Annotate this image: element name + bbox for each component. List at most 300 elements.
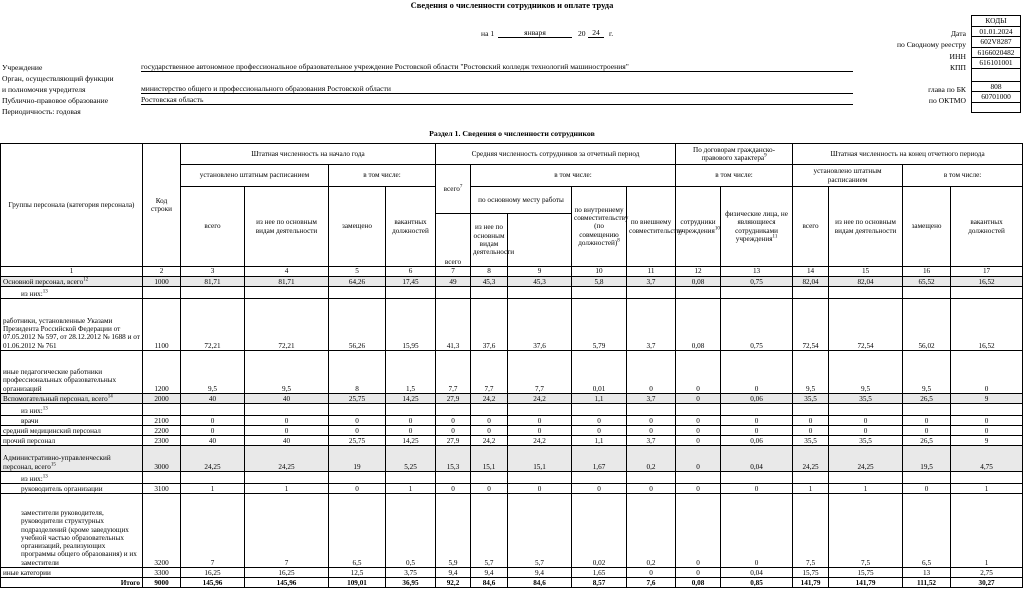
cell-col-4: 1 bbox=[245, 484, 329, 494]
cell-col-14: 141,79 bbox=[793, 578, 829, 588]
cell-col-9 bbox=[508, 287, 572, 299]
cell-col-9: 0 bbox=[508, 416, 572, 426]
row-label: Основной персонал, всего$^{12}$ bbox=[1, 277, 143, 287]
table-row bbox=[1, 472, 1023, 484]
cell-col-13 bbox=[721, 287, 793, 299]
head-filled-2: замещено bbox=[903, 187, 951, 267]
cell-col-3: 145,96 bbox=[181, 578, 245, 588]
head-avg-total: всего$^7$ bbox=[436, 165, 471, 214]
cell-col-11: 0 bbox=[627, 416, 676, 426]
cell-col-7: 92,2 bbox=[436, 578, 471, 588]
cell-col-11: 3,7 bbox=[627, 277, 676, 287]
date-year-field bbox=[588, 28, 604, 38]
cell-col-14: 24,25 bbox=[793, 446, 829, 472]
form-title: Сведения о численности сотрудников и оплате труда bbox=[410, 0, 614, 10]
cell-col-17: 16,52 bbox=[951, 277, 1023, 287]
cell-col-15: 7,5 bbox=[829, 494, 903, 568]
cell-col-9 bbox=[508, 472, 572, 484]
head-avg-main-total: всего bbox=[436, 214, 471, 267]
cell-col-6: 3,75 bbox=[386, 568, 436, 578]
cell-col-5: 0 bbox=[329, 426, 386, 436]
cell-col-10: 0,01 bbox=[572, 351, 627, 394]
cell-col-4: 16,25 bbox=[245, 568, 329, 578]
cell-col-15: 141,79 bbox=[829, 578, 903, 588]
cell-col-15: 82,04 bbox=[829, 277, 903, 287]
head-employees: сотрудники учреждения$^{10}$ bbox=[676, 187, 721, 267]
cell-col-6: 5,25 bbox=[386, 446, 436, 472]
code-oktmo: 60701000 bbox=[972, 92, 1021, 103]
cell-col-12: 0,08 bbox=[676, 578, 721, 588]
cell-col-12: 0,08 bbox=[676, 299, 721, 351]
head-staff-start: Штатная численность на начало года bbox=[181, 144, 436, 165]
column-number-17: 17 bbox=[951, 267, 1023, 277]
cell-col-3: 7 bbox=[181, 494, 245, 568]
cell-col-14 bbox=[793, 404, 829, 416]
table-row bbox=[1, 494, 1023, 568]
cell-col-9 bbox=[508, 404, 572, 416]
cell-col-11 bbox=[627, 472, 676, 484]
cell-col-10 bbox=[572, 287, 627, 299]
head-internal: по внутреннему совместительству (по совмещению должностей)$^8$ bbox=[572, 187, 627, 267]
cell-col-9: 45,3 bbox=[508, 277, 572, 287]
table-row bbox=[1, 299, 1023, 351]
cell-col-9: 37,6 bbox=[508, 299, 572, 351]
cell-col-5: 12,5 bbox=[329, 568, 386, 578]
code-empty-1 bbox=[972, 68, 1021, 81]
cell-col-16: 111,52 bbox=[903, 578, 951, 588]
cell-col-4: 0 bbox=[245, 426, 329, 436]
cell-col-10: 1,65 bbox=[572, 568, 627, 578]
cell-col-4: 72,21 bbox=[245, 299, 329, 351]
cell-col-3: 40 bbox=[181, 436, 245, 446]
label-oktmo: по ОКТМО bbox=[928, 96, 966, 105]
cell-col-11: 0 bbox=[627, 426, 676, 436]
column-number-6: 6 bbox=[386, 267, 436, 277]
table-row bbox=[1, 351, 1023, 394]
cell-col-11: 0,2 bbox=[627, 446, 676, 472]
row-label: работники, установленные Указами Президента Российской Федерации от 07.05.2012 № 597, от 28.12.2012 № 1688 и от 01.06.2012 № 761 bbox=[1, 299, 143, 351]
cell-col-10: 0 bbox=[572, 484, 627, 494]
cell-col-8: 15,1 bbox=[471, 446, 508, 472]
ppo-value: Ростовская область bbox=[141, 95, 204, 104]
row-code: 9000 bbox=[143, 578, 181, 588]
column-number-9: 9 bbox=[508, 267, 572, 277]
cell-col-12: 0 bbox=[676, 494, 721, 568]
cell-col-8: 0 bbox=[471, 416, 508, 426]
head-vacant-1: вакантных должностей bbox=[386, 187, 436, 267]
cell-col-3: 0 bbox=[181, 416, 245, 426]
cell-col-5 bbox=[329, 404, 386, 416]
label-kpp: КПП bbox=[949, 63, 966, 72]
cell-col-4: 81,71 bbox=[245, 277, 329, 287]
cell-col-17: 16,52 bbox=[951, 299, 1023, 351]
cell-col-6 bbox=[386, 287, 436, 299]
cell-col-17: 1 bbox=[951, 494, 1023, 568]
row-label: руководитель организации bbox=[1, 484, 143, 494]
head-total-1: всего bbox=[181, 187, 245, 267]
cell-col-9: 24,2 bbox=[508, 436, 572, 446]
row-code: 1200 bbox=[143, 351, 181, 394]
row-code: 3200 bbox=[143, 494, 181, 568]
cell-col-11: 3,7 bbox=[627, 394, 676, 404]
row-label: Вспомогательный персонал, всего$^{14}$ bbox=[1, 394, 143, 404]
cell-col-11 bbox=[627, 287, 676, 299]
cell-col-14: 9,5 bbox=[793, 351, 829, 394]
column-number-5: 5 bbox=[329, 267, 386, 277]
cell-col-8 bbox=[471, 404, 508, 416]
cell-col-10: 0 bbox=[572, 426, 627, 436]
cell-col-7: 0 bbox=[436, 484, 471, 494]
cell-col-14 bbox=[793, 472, 829, 484]
cell-col-4 bbox=[245, 287, 329, 299]
cell-col-5: 109,01 bbox=[329, 578, 386, 588]
table-row bbox=[1, 394, 1023, 404]
cell-col-8: 37,6 bbox=[471, 299, 508, 351]
date-year-prefix: 20 bbox=[578, 29, 586, 38]
cell-col-7: 0 bbox=[436, 416, 471, 426]
institution-label: Учреждение bbox=[2, 63, 43, 72]
row-code: 3000 bbox=[143, 446, 181, 472]
cell-col-13: 0 bbox=[721, 484, 793, 494]
head-avg-total-text: всего bbox=[443, 184, 460, 193]
cell-col-16: 9,5 bbox=[903, 351, 951, 394]
head-external: по внешнему совместительству bbox=[627, 187, 676, 267]
label-inn: ИНН bbox=[949, 52, 966, 61]
head-staff-end: Штатная численность на конец отчетного периода bbox=[793, 144, 1023, 165]
cell-col-16: 26,5 bbox=[903, 436, 951, 446]
cell-col-12 bbox=[676, 404, 721, 416]
cell-col-12: 0 bbox=[676, 446, 721, 472]
cell-col-5: 64,26 bbox=[329, 277, 386, 287]
cell-col-17 bbox=[951, 472, 1023, 484]
cell-col-16: 26,5 bbox=[903, 394, 951, 404]
label-date: Дата bbox=[950, 29, 966, 38]
cell-col-8: 24,2 bbox=[471, 436, 508, 446]
cell-col-11: 7,6 bbox=[627, 578, 676, 588]
row-code: 2200 bbox=[143, 426, 181, 436]
cell-col-15: 1 bbox=[829, 484, 903, 494]
cell-col-7 bbox=[436, 404, 471, 416]
cell-col-9: 9,4 bbox=[508, 568, 572, 578]
cell-col-13: 0,06 bbox=[721, 436, 793, 446]
cell-col-11: 0 bbox=[627, 484, 676, 494]
date-prefix: на 1 bbox=[481, 29, 495, 38]
cell-col-16: 56,02 bbox=[903, 299, 951, 351]
cell-col-5: 25,75 bbox=[329, 394, 386, 404]
head-individuals: физические лица, не являющиеся сотрудниками учреждения$^{11}$ bbox=[721, 187, 793, 267]
row-label: Административно-управленческий персонал, всего$^{15}$ bbox=[1, 446, 143, 472]
row-label: средний медицинский персонал bbox=[1, 426, 143, 436]
cell-col-3 bbox=[181, 404, 245, 416]
head-main-activity-2: из нее по основным видам деятельности bbox=[829, 187, 903, 267]
table-row bbox=[1, 287, 1023, 299]
cell-col-17 bbox=[951, 287, 1023, 299]
cell-col-15 bbox=[829, 472, 903, 484]
cell-col-4 bbox=[245, 472, 329, 484]
cell-col-15 bbox=[829, 404, 903, 416]
row-code bbox=[143, 404, 181, 416]
column-number-7: 7 bbox=[436, 267, 471, 277]
head-contracts: По договорам гражданско-правового характера$^9$ bbox=[676, 144, 793, 165]
head-code: Код строки bbox=[143, 144, 181, 267]
cell-col-14: 0 bbox=[793, 426, 829, 436]
code-registry: 602V8287 bbox=[972, 37, 1021, 48]
cell-col-12: 0 bbox=[676, 394, 721, 404]
cell-col-13: 0 bbox=[721, 426, 793, 436]
cell-col-9: 24,2 bbox=[508, 394, 572, 404]
cell-col-16: 19,5 bbox=[903, 446, 951, 472]
head-incl-3: в том числе: bbox=[676, 165, 793, 187]
column-number-10: 10 bbox=[572, 267, 627, 277]
founder-label-1: Орган, осуществляющий функции bbox=[2, 74, 114, 83]
cell-col-5: 25,75 bbox=[329, 436, 386, 446]
column-number-13: 13 bbox=[721, 267, 793, 277]
cell-col-7: 7,7 bbox=[436, 351, 471, 394]
head-vacant-2: вакантных должностей bbox=[951, 187, 1023, 267]
cell-col-9: 7,7 bbox=[508, 351, 572, 394]
cell-col-4: 9,5 bbox=[245, 351, 329, 394]
head-individuals-text: физические лица, не являющиеся сотрудниками учреждения bbox=[725, 209, 788, 243]
institution-value: государственное автономное профессиональное образовательное учреждение Ростовской области "Ростовский колледж технологий машиностроения" bbox=[141, 62, 629, 71]
ppo-field bbox=[141, 95, 853, 105]
head-established: установлено штатным расписанием bbox=[181, 165, 329, 187]
cell-col-10: 1,1 bbox=[572, 436, 627, 446]
cell-col-12: 0 bbox=[676, 416, 721, 426]
row-code bbox=[143, 472, 181, 484]
cell-col-3 bbox=[181, 472, 245, 484]
label-bk: глава по БК bbox=[928, 85, 966, 94]
cell-col-3: 81,71 bbox=[181, 277, 245, 287]
cell-col-13: 0,85 bbox=[721, 578, 793, 588]
cell-col-6: 1 bbox=[386, 484, 436, 494]
cell-col-14: 1 bbox=[793, 484, 829, 494]
cell-col-14: 7,5 bbox=[793, 494, 829, 568]
cell-col-4: 40 bbox=[245, 436, 329, 446]
head-groups: Группы персонала (категория персонала) bbox=[1, 144, 143, 267]
cell-col-15: 9,5 bbox=[829, 351, 903, 394]
row-label: врачи bbox=[1, 416, 143, 426]
cell-col-13: 0,04 bbox=[721, 568, 793, 578]
table-row bbox=[1, 484, 1023, 494]
cell-col-6: 0 bbox=[386, 426, 436, 436]
head-filled-1: замещено bbox=[329, 187, 386, 267]
cell-col-13: 0 bbox=[721, 351, 793, 394]
date-month-field bbox=[498, 28, 572, 38]
cell-col-15: 0 bbox=[829, 416, 903, 426]
cell-col-5 bbox=[329, 472, 386, 484]
row-code: 2300 bbox=[143, 436, 181, 446]
row-label: из них:$^{13}$ bbox=[1, 287, 143, 299]
cell-col-15: 72,54 bbox=[829, 299, 903, 351]
cell-col-6: 15,95 bbox=[386, 299, 436, 351]
cell-col-3: 72,21 bbox=[181, 299, 245, 351]
cell-col-13 bbox=[721, 472, 793, 484]
cell-col-8 bbox=[471, 472, 508, 484]
row-code: 1000 bbox=[143, 277, 181, 287]
cell-col-17: 0 bbox=[951, 351, 1023, 394]
table-row bbox=[1, 426, 1023, 436]
cell-col-16: 0 bbox=[903, 426, 951, 436]
cell-col-16: 0 bbox=[903, 484, 951, 494]
cell-col-9: 0 bbox=[508, 484, 572, 494]
cell-col-10 bbox=[572, 472, 627, 484]
row-label: Итого bbox=[1, 578, 143, 588]
cell-col-9: 0 bbox=[508, 426, 572, 436]
cell-col-6: 14,25 bbox=[386, 436, 436, 446]
cell-col-15: 35,5 bbox=[829, 394, 903, 404]
cell-col-16: 6,5 bbox=[903, 494, 951, 568]
cell-col-7: 49 bbox=[436, 277, 471, 287]
cell-col-16 bbox=[903, 472, 951, 484]
cell-col-5: 19 bbox=[329, 446, 386, 472]
founder-field bbox=[141, 84, 853, 94]
column-number-15: 15 bbox=[829, 267, 903, 277]
table-body bbox=[1, 277, 1023, 588]
cell-col-7: 41,3 bbox=[436, 299, 471, 351]
table-row bbox=[1, 277, 1023, 287]
date-year: 24 bbox=[592, 28, 600, 37]
cell-col-14: 0 bbox=[793, 416, 829, 426]
cell-col-11: 3,7 bbox=[627, 436, 676, 446]
cell-col-13: 0 bbox=[721, 416, 793, 426]
cell-col-6: 17,45 bbox=[386, 277, 436, 287]
cell-col-15 bbox=[829, 287, 903, 299]
cell-col-4: 40 bbox=[245, 394, 329, 404]
cell-col-12: 0 bbox=[676, 436, 721, 446]
cell-col-5: 8 bbox=[329, 351, 386, 394]
row-code: 2000 bbox=[143, 394, 181, 404]
code-bk: 808 bbox=[972, 81, 1021, 92]
cell-col-8: 9,4 bbox=[471, 568, 508, 578]
head-contracts-text: По договорам гражданско-правового характера bbox=[693, 145, 776, 162]
cell-col-14: 35,5 bbox=[793, 436, 829, 446]
cell-col-7 bbox=[436, 287, 471, 299]
row-label: заместители руководителя, руководители структурных подразделений (кроме заведующих учебной частью образовательных организаций, реализующих программы общего образования) и их заместители bbox=[1, 494, 143, 568]
cell-col-3: 9,5 bbox=[181, 351, 245, 394]
cell-col-10: 0,02 bbox=[572, 494, 627, 568]
table-row bbox=[1, 436, 1023, 446]
column-numbers-row bbox=[1, 267, 1023, 277]
cell-col-7: 27,9 bbox=[436, 394, 471, 404]
cell-col-3: 1 bbox=[181, 484, 245, 494]
cell-col-15: 24,25 bbox=[829, 446, 903, 472]
cell-col-17: 9 bbox=[951, 394, 1023, 404]
table-row bbox=[1, 568, 1023, 578]
code-date: 01.01.2024 bbox=[972, 26, 1021, 37]
cell-col-6 bbox=[386, 472, 436, 484]
cell-col-16 bbox=[903, 404, 951, 416]
cell-col-6: 36,95 bbox=[386, 578, 436, 588]
cell-col-11 bbox=[627, 404, 676, 416]
cell-col-10: 1,1 bbox=[572, 394, 627, 404]
table-row bbox=[1, 404, 1023, 416]
cell-col-5 bbox=[329, 287, 386, 299]
cell-col-8: 0 bbox=[471, 426, 508, 436]
head-incl-1: в том числе: bbox=[329, 165, 436, 187]
cell-col-9: 5,7 bbox=[508, 494, 572, 568]
cell-col-12: 0 bbox=[676, 568, 721, 578]
table-row bbox=[1, 416, 1023, 426]
cell-col-7: 15,3 bbox=[436, 446, 471, 472]
cell-col-12: 0 bbox=[676, 484, 721, 494]
cell-col-4: 145,96 bbox=[245, 578, 329, 588]
head-incl-2: в том числе: bbox=[471, 165, 676, 187]
column-number-12: 12 bbox=[676, 267, 721, 277]
cell-col-11: 3,7 bbox=[627, 299, 676, 351]
cell-col-14: 72,54 bbox=[793, 299, 829, 351]
cell-col-6: 14,25 bbox=[386, 394, 436, 404]
code-kpp: 616101001 bbox=[972, 58, 1021, 69]
cell-col-8: 84,6 bbox=[471, 578, 508, 588]
period-label: Периодичность: годовая bbox=[2, 107, 81, 116]
column-number-3: 3 bbox=[181, 267, 245, 277]
cell-col-10: 1,67 bbox=[572, 446, 627, 472]
cell-col-8: 45,3 bbox=[471, 277, 508, 287]
cell-col-5: 0 bbox=[329, 416, 386, 426]
cell-col-11: 0,2 bbox=[627, 494, 676, 568]
label-registry: по Сводному реестру bbox=[896, 40, 966, 49]
head-main-place: по основному месту работы bbox=[471, 187, 572, 214]
head-employees-text: сотрудники учреждения bbox=[678, 218, 716, 235]
cell-col-7 bbox=[436, 472, 471, 484]
cell-col-14: 35,5 bbox=[793, 394, 829, 404]
row-code: 2100 bbox=[143, 416, 181, 426]
head-avg-main-activity: из нее по основным видам деятельности bbox=[471, 214, 508, 267]
cell-col-17 bbox=[951, 404, 1023, 416]
cell-col-3 bbox=[181, 287, 245, 299]
cell-col-15: 35,5 bbox=[829, 436, 903, 446]
staff-table bbox=[0, 143, 1023, 588]
cell-col-14 bbox=[793, 287, 829, 299]
cell-col-15: 15,75 bbox=[829, 568, 903, 578]
cell-col-9: 84,6 bbox=[508, 578, 572, 588]
cell-col-8 bbox=[471, 287, 508, 299]
cell-col-7: 5,9 bbox=[436, 494, 471, 568]
cell-col-8: 24,2 bbox=[471, 394, 508, 404]
cell-col-11: 0 bbox=[627, 351, 676, 394]
cell-col-14: 82,04 bbox=[793, 277, 829, 287]
cell-col-16: 0 bbox=[903, 416, 951, 426]
cell-col-17: 0 bbox=[951, 416, 1023, 426]
table-row bbox=[1, 446, 1023, 472]
row-code: 1100 bbox=[143, 299, 181, 351]
cell-col-5: 6,5 bbox=[329, 494, 386, 568]
cell-col-13: 0,75 bbox=[721, 299, 793, 351]
head-avg: Средняя численность сотрудников за отчетный период bbox=[436, 144, 676, 165]
cell-col-13: 0 bbox=[721, 494, 793, 568]
cell-col-5: 56,26 bbox=[329, 299, 386, 351]
cell-col-13: 0,06 bbox=[721, 394, 793, 404]
cell-col-12 bbox=[676, 472, 721, 484]
cell-col-10: 0 bbox=[572, 416, 627, 426]
cell-col-12: 0 bbox=[676, 351, 721, 394]
cell-col-4: 7 bbox=[245, 494, 329, 568]
cell-col-17: 1 bbox=[951, 484, 1023, 494]
cell-col-16: 13 bbox=[903, 568, 951, 578]
head-total-2: всего bbox=[793, 187, 829, 267]
cell-col-13: 0,04 bbox=[721, 446, 793, 472]
cell-col-10 bbox=[572, 404, 627, 416]
cell-col-13: 0,75 bbox=[721, 277, 793, 287]
date-month: января bbox=[524, 28, 546, 37]
table-row bbox=[1, 578, 1023, 588]
founder-value: министерство общего и профессионального образования Ростовской области bbox=[141, 84, 391, 93]
column-number-1: 1 bbox=[1, 267, 143, 277]
cell-col-8: 0 bbox=[471, 484, 508, 494]
cell-col-12: 0 bbox=[676, 426, 721, 436]
head-main-activity-1: из нее по основным видам деятельности bbox=[245, 187, 329, 267]
cell-col-8: 5,7 bbox=[471, 494, 508, 568]
